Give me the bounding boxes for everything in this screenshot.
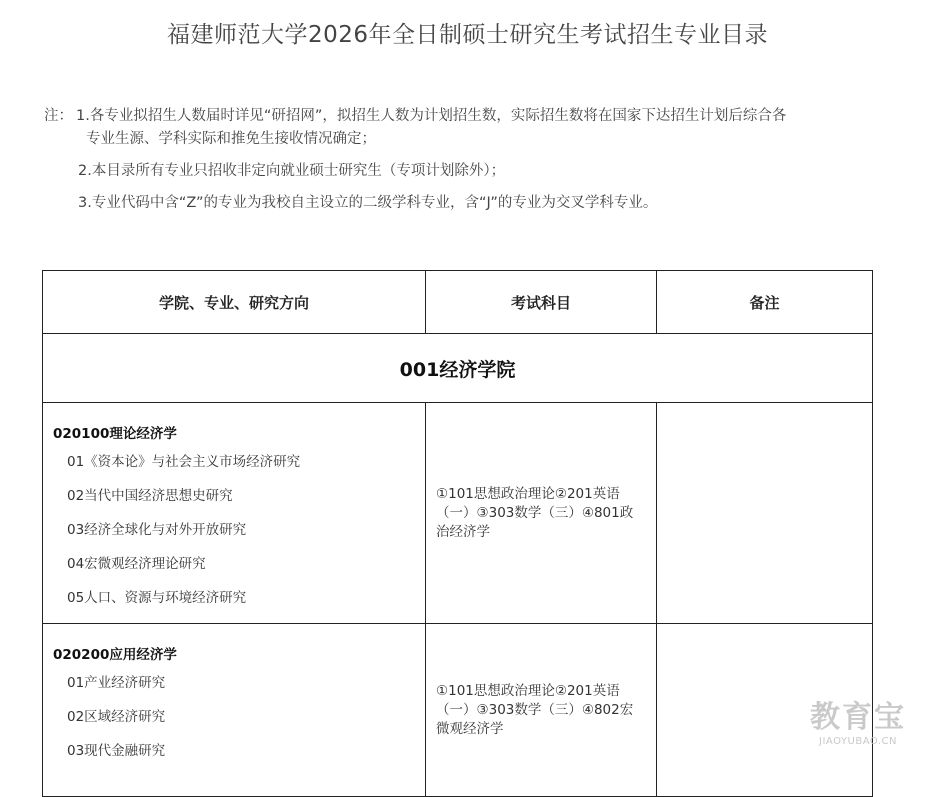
table-header-row xyxy=(43,271,873,334)
research-direction: 04宏微观经济理论研究 xyxy=(67,556,206,572)
spacer xyxy=(53,768,425,788)
exam-subjects-cell xyxy=(426,624,657,797)
header-college-major-direction: 学院、专业、研究方向 xyxy=(43,271,426,334)
notes-label: 注： xyxy=(44,108,73,124)
research-direction: 03经济全球化与对外开放研究 xyxy=(67,522,247,538)
catalog-table xyxy=(42,270,873,797)
watermark-text: 教育宝 xyxy=(810,700,906,735)
exam-line: 治经济学 xyxy=(436,523,490,540)
table-row xyxy=(43,624,873,797)
major-cell xyxy=(43,624,426,797)
major-cell xyxy=(43,403,426,624)
header-remarks: 备注 xyxy=(657,271,873,334)
research-direction: 01产业经济研究 xyxy=(67,675,166,691)
research-direction: 03现代金融研究 xyxy=(67,743,166,759)
header-exam-subjects: 考试科目 xyxy=(426,271,657,334)
exam-subjects-cell xyxy=(426,403,657,624)
exam-line: 微观经济学 xyxy=(436,720,504,737)
exam-line: （一）③303数学（三）④801政 xyxy=(436,504,634,521)
note-3: 3.专业代码中含“Z”的专业为我校自主设立的二级学科专业，含“J”的专业为交叉学科专业。 xyxy=(78,195,658,211)
college-name: 001经济学院 xyxy=(43,334,873,403)
watermark-url: JIAOYUBAO.CN xyxy=(819,736,897,747)
exam-line: （一）③303数学（三）④802宏 xyxy=(436,701,634,718)
exam-line: ①101思想政治理论②201英语 xyxy=(436,682,620,699)
research-direction: 05人口、资源与环境经济研究 xyxy=(67,590,247,606)
remarks-cell xyxy=(657,403,873,624)
page-title: 福建师范大学2026年全日制硕士研究生考试招生专业目录 xyxy=(166,22,769,48)
major-name: 020100理论经济学 xyxy=(53,426,177,442)
college-row xyxy=(43,334,873,403)
table-row xyxy=(43,403,873,624)
note-1-line-1: 1.各专业拟招生人数届时详见“研招网”，拟招生人数为计划招生数，实际招生数将在国家下达招生计划后综合各 xyxy=(76,108,787,124)
research-direction: 02区域经济研究 xyxy=(67,709,166,725)
major-name: 020200应用经济学 xyxy=(53,647,177,663)
note-2: 2.本目录所有专业只招收非定向就业硕士研究生（专项计划除外）； xyxy=(78,163,506,179)
watermark-logo xyxy=(798,700,918,760)
research-direction: 02当代中国经济思想史研究 xyxy=(67,488,233,504)
research-direction: 01《资本论》与社会主义市场经济研究 xyxy=(67,454,301,470)
note-1-line-2: 专业生源、学科实际和推免生接收情况确定； xyxy=(86,131,376,147)
exam-line: ①101思想政治理论②201英语 xyxy=(436,485,620,502)
